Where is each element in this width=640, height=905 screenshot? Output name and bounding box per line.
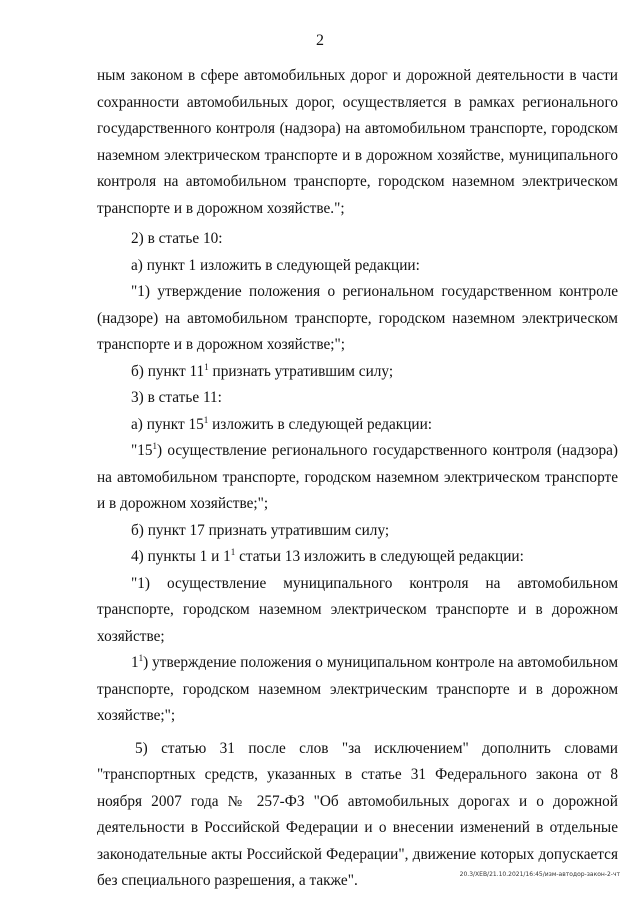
paragraph-item-4 <box>97 544 618 571</box>
paragraph-quote-13-1-1 <box>97 650 618 730</box>
paragraph-text: б) пункт 11 <box>131 362 205 380</box>
page-number: 2 <box>316 32 324 49</box>
paragraph-text: 4) пункты 1 и 1 <box>131 548 231 565</box>
superscript: 1 <box>203 414 209 425</box>
paragraph-quote-13-1: "1) осуществление муниципального контроля на автомобильном транспорте, городском наземном электрическом транспорте и в дорожном хозяйстве; <box>97 574 618 645</box>
paragraph-continuation: ным законом в сфере автомобильных дорог и дорожной деятельности в части сохранности автомобильных дорог, осуществляется в рамках регионального государственного контроля (надзора) на автомобильном транспорте, городском наземном электрическом транспорте и в дорожном хозяйстве, муниципального контроля на автомобильном транспорте, городском наземном электрическом транспорте и в дорожном хозяйстве."; <box>97 67 618 217</box>
document-body <box>97 63 618 895</box>
paragraph-text: ) утверждение положения о муниципальном контроле на автомобильном транспорте, городском наземном электрическим транспорте и в дорожном хозяйстве;"; <box>97 654 618 724</box>
paragraph-text: статьи 13 изложить в следующей редакции: <box>235 548 524 565</box>
paragraph-item-3b: б) пункт 17 признать утратившим силу; <box>131 521 390 539</box>
paragraph-text: "15 <box>131 442 153 459</box>
superscript: 1 <box>230 546 236 557</box>
superscript: 1 <box>138 652 144 663</box>
paragraph-item-2a: а) пункт 1 изложить в следующей редакции: <box>131 256 420 274</box>
paragraph-item-3: 3) в статье 11: <box>131 389 222 406</box>
paragraph-text: 1 <box>131 654 139 671</box>
paragraph-item-5: 5) статью 31 после слов "за исключением" дополнить словами "транспортных средств, указанных в статье 31 Федерального закона от 8 ноября 2007 года № 257-ФЗ "Об автомобильных дорогах и о дорожной деятельности в Российской Федерации и о внесении изменений в отдельные законодательные акты Российской Федерации", движение которых допускается без специального разрешения, а также". <box>97 739 618 889</box>
paragraph-text: признать утратившим силу; <box>208 362 394 380</box>
paragraph-quote-1: "1) утверждение положения о региональном государственном контроле (надзоре) на автомобильном транспорте, городском наземном электрическом транспорте и в дорожном хозяйстве;"; <box>97 283 618 353</box>
paragraph-text: ) осуществление регионального государственного контроля (надзора) на автомобильном транспорте, городском наземном электрическом транспорте и в дорожном хозяйстве;"; <box>97 442 618 512</box>
paragraph-text: изложить в следующей редакции: <box>208 415 433 433</box>
superscript: 1 <box>152 440 158 451</box>
footer-document-code: 20.3/ХЕВ/21.10.2021/16:45/изм-автодор-закон-2-чт <box>459 871 620 878</box>
superscript: 1 <box>204 361 209 372</box>
paragraph-quote-15-1 <box>97 438 618 518</box>
paragraph-item-3a <box>97 412 618 439</box>
paragraph-item-2b <box>97 359 618 386</box>
paragraph-item-2: 2) в статье 10: <box>131 230 223 247</box>
paragraph-text: а) пункт 15 <box>131 415 204 433</box>
